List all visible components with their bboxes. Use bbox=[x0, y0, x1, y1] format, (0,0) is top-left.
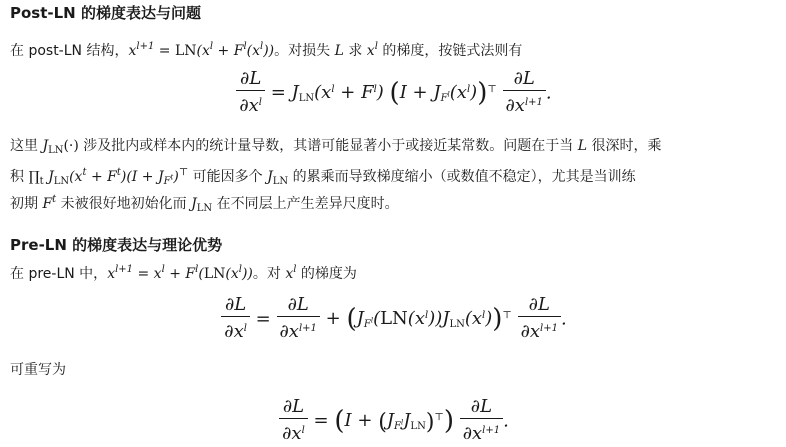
post-ln-intro bbox=[10, 36, 778, 62]
fraction-dL-dxl: $\frac{\partial L}{\partial x^l}$ bbox=[279, 396, 308, 446]
post-ln-intro-suffix: 。对损失 L 求 $x^l$ 的梯度，按链式法则有 bbox=[274, 41, 523, 59]
pre-ln-intro bbox=[10, 259, 778, 285]
fraction-dL-dxl: $\frac{\partial L}{\partial x^l}$ bbox=[221, 294, 250, 344]
pre-ln-intro-prefix: 在 pre-LN 中， bbox=[10, 266, 108, 282]
post-ln-intro-prefix: 在 post-LN 结构， bbox=[10, 43, 129, 59]
fraction-dL-dxl1: $\frac{\partial L}{\partial x^{l+1}}$ bbox=[503, 68, 546, 118]
pre-ln-gradient-equation: $\frac{\partial L}{\partial x^l}$ = $\frac{\partial L}{\partial x^{l+1}}$ + $(J_{F^l}(LN(x^l))J_{LN}(x^l))^⊤$ $\frac{\partial L}{\partial x^{l+1}}$ . bbox=[10, 294, 778, 344]
section-heading-pre-ln: Pre-LN 的梯度表达与理论优势 bbox=[10, 236, 223, 254]
post-ln-explanation-line-1: 这里 $J_{LN}(\cdot)$ 涉及批内或样本内的统计量导数，其谱可能显著小于或接近某常数。问题在于当 L 很深时，乘 bbox=[10, 138, 662, 156]
fraction-dL-dxl: $\frac{\partial L}{\partial x^l}$ bbox=[236, 68, 265, 118]
pre-ln-intro-formula: $x^{l+1} = x^l + F^l(LN(x^l))$ bbox=[107, 264, 253, 282]
post-ln-explanation-line-2: 积 $\prod_t$ $J_{LN}(x^t + F^t)(I + J_{F^t})^⊤$ 可能因多个 $J_{LN}$ 的累乘而导致梯度缩小（或数值不稳定），尤其是当训练 bbox=[10, 167, 636, 187]
post-ln-explanation-line-3: 初期 $F^t$ 未被很好地初始化而 $J_{LN}$ 在不同层上产生差异尺度时。 bbox=[10, 194, 399, 214]
pre-ln-rewritten-equation: $\frac{\partial L}{\partial x^l}$ = $(I + (J_{F^l}J_{LN})^⊤)$ $\frac{\partial L}{\partial x^{l+1}}$ . bbox=[10, 396, 778, 446]
fraction-dL-dxl1: $\frac{\partial L}{\partial x^{l+1}}$ bbox=[277, 294, 320, 344]
post-ln-intro-formula: $x^{l+1} = LN(x^l + F^l(x^l))$ bbox=[128, 41, 275, 59]
pre-ln-intro-suffix: 。对 $x^l$ 的梯度为 bbox=[252, 264, 357, 282]
rewrite-label: 可重写为 bbox=[10, 362, 66, 378]
section-heading-post-ln: Post-LN 的梯度表达与问题 bbox=[10, 4, 201, 22]
fraction-dL-dxl1: $\frac{\partial L}{\partial x^{l+1}}$ bbox=[518, 294, 561, 344]
post-ln-gradient-equation: $\frac{\partial L}{\partial x^l}$ = $J_{LN}(x^l + F^l) (I + J_{F^l}(x^l))^⊤$ $\frac{\partial L}{\partial x^{l+1}}$ . bbox=[10, 68, 778, 118]
fraction-dL-dxl1: $\frac{\partial L}{\partial x^{l+1}}$ bbox=[460, 396, 503, 446]
